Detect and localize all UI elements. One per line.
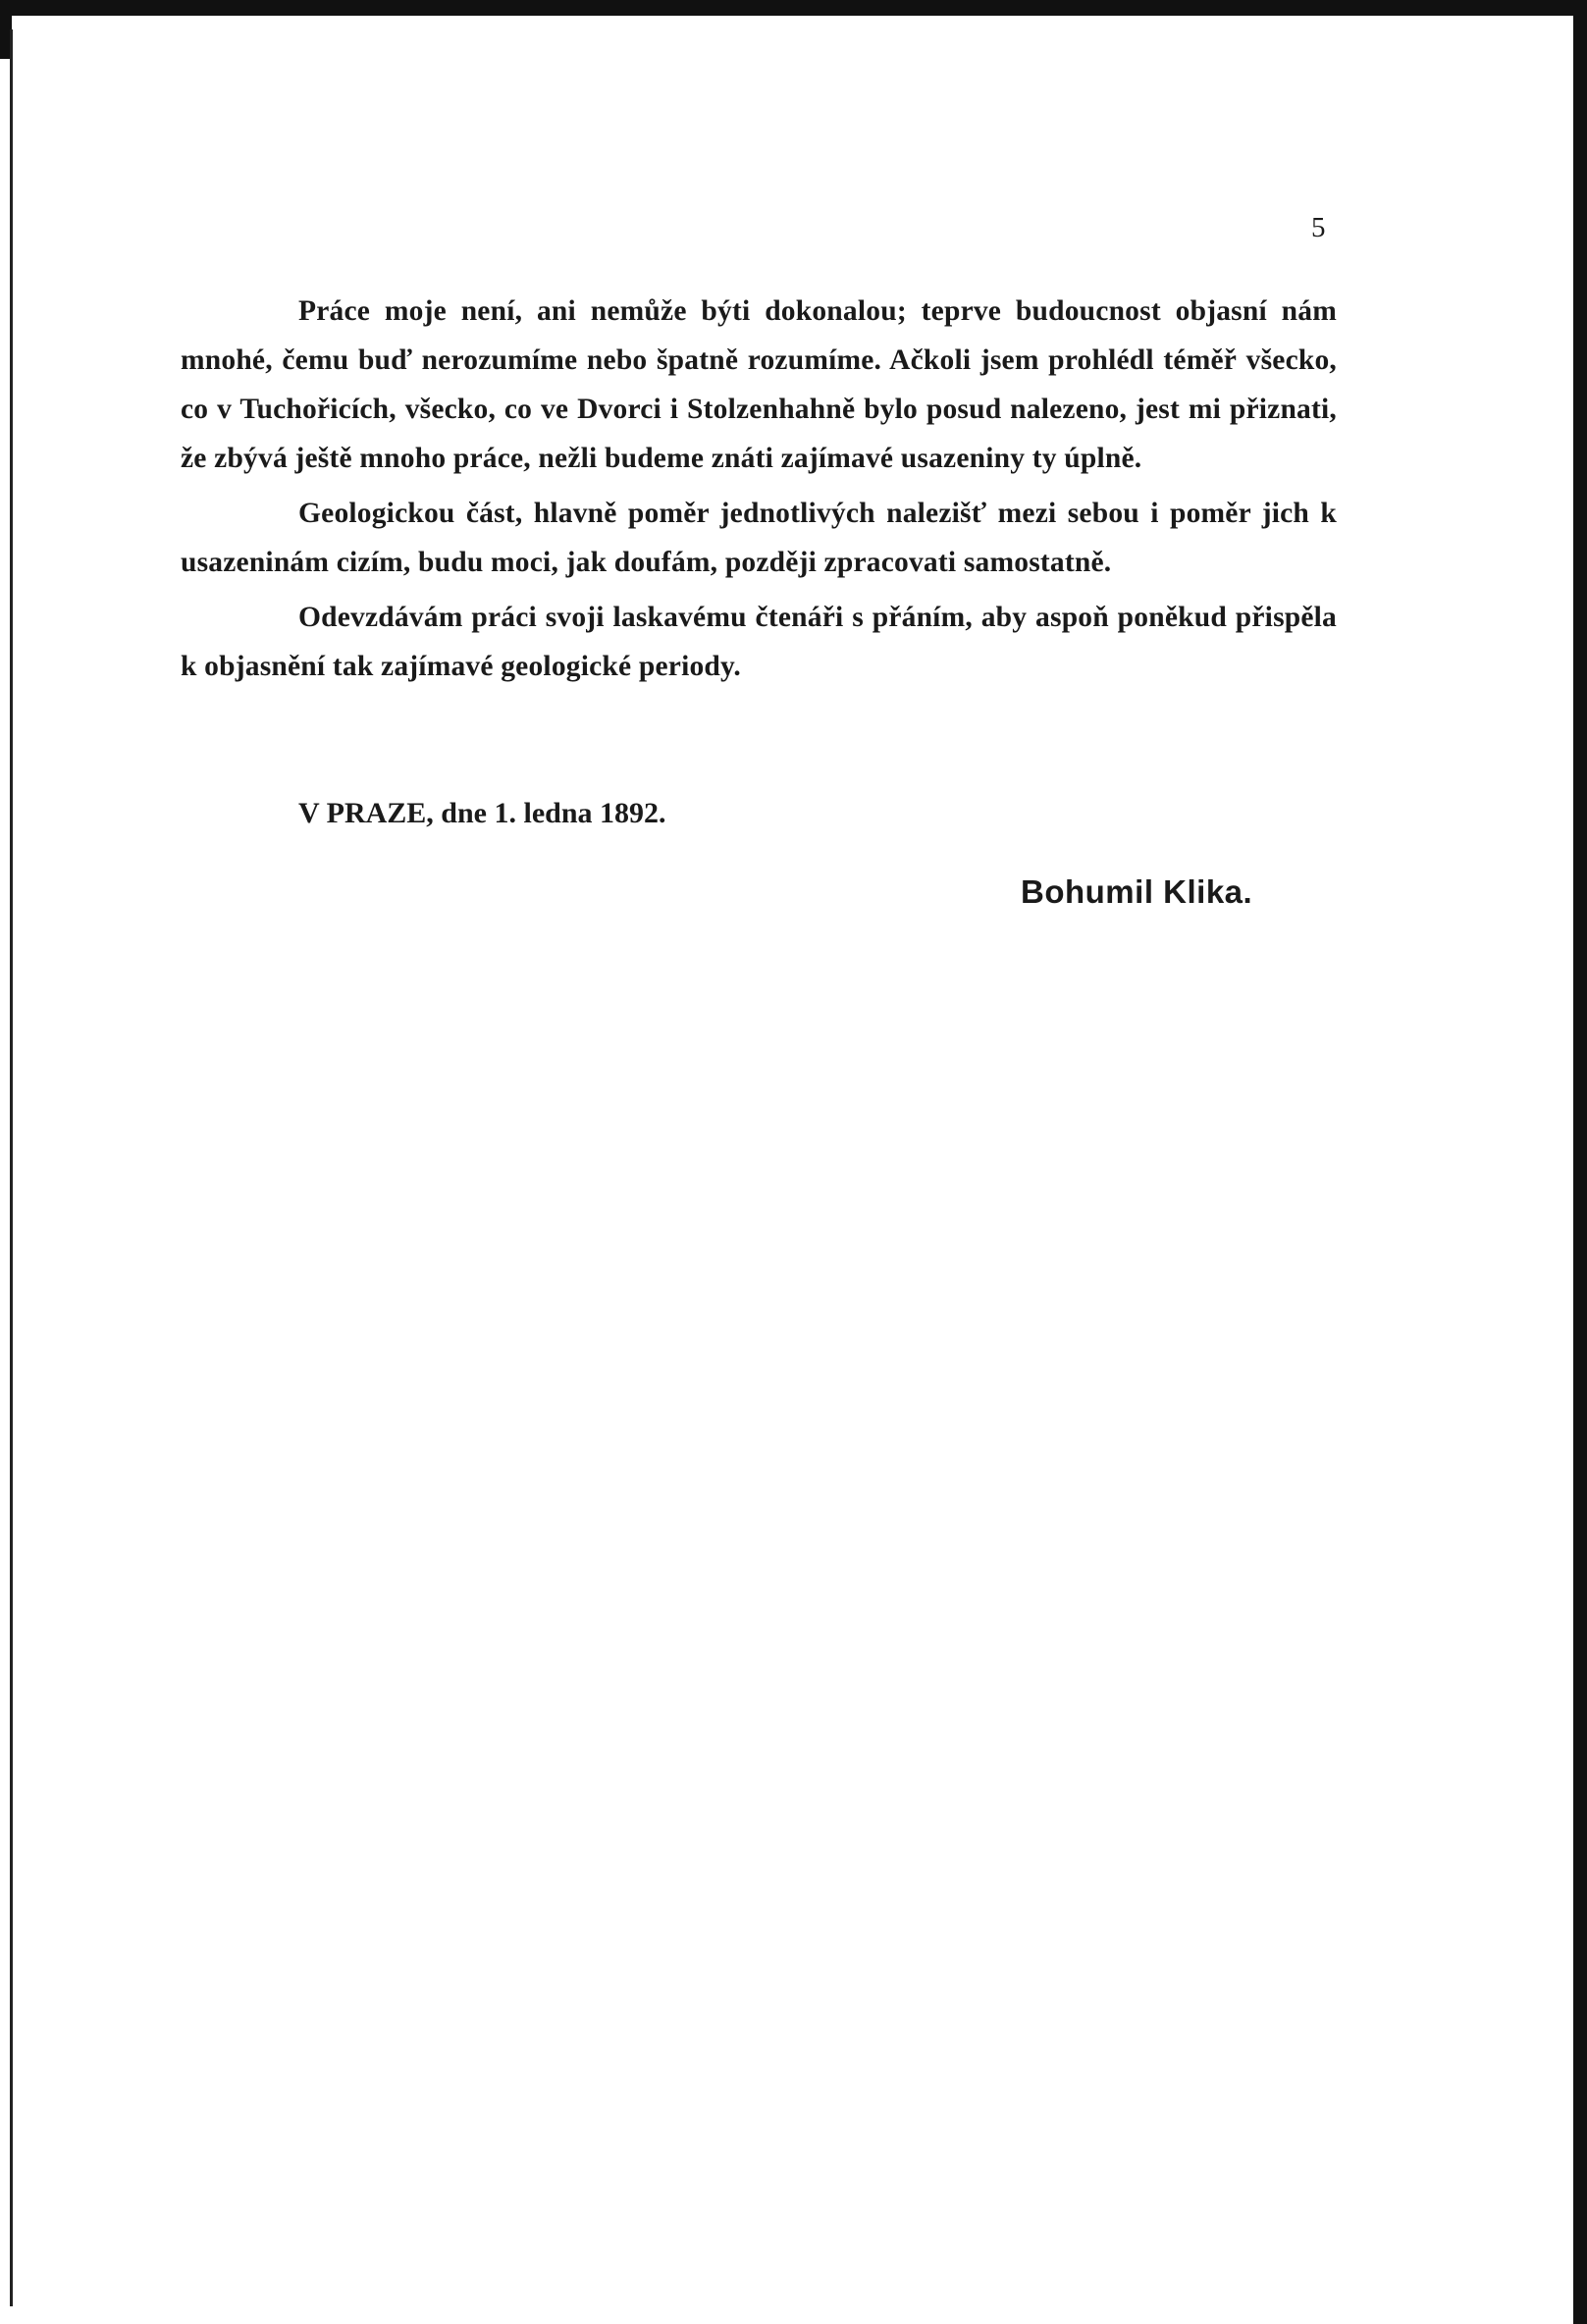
scan-border-top xyxy=(0,0,1587,16)
body-text xyxy=(181,287,1337,697)
dateline: V PRAZE, dne 1. ledna 1892. xyxy=(298,797,666,829)
signature: Bohumil Klika. xyxy=(1021,873,1253,910)
scan-border-right xyxy=(1573,0,1587,2324)
paragraph-3: Odevzdávám práci svoji laskavému čtenáři s přáním, aby aspoň poněkud přispěla k objasnění tak zajímavé geologické periody. xyxy=(181,602,1337,682)
page-number: 5 xyxy=(1311,212,1326,243)
paragraph-1: Práce moje není, ani nemůže býti dokonalou; teprve budoucnost objasní nám mnohé, čemu buď nerozumíme nebo špatně rozumíme. Ačkoli jsem prohlédl téměř všecko, co v Tuchořicích, všecko, co ve Dvorci i Stolzenhahně bylo posud nalezeno, jest mi přiznati, že zbývá ještě mnoho práce, nežli budeme znáti zajímavé usazeniny ty úplně. xyxy=(181,295,1337,474)
scan-border-left xyxy=(10,29,13,2306)
paragraph-2: Geologickou část, hlavně poměr jednotlivých nalezišť mezi sebou i poměr jich k usazeninám cizím, budu moci, jak doufám, později zpracovati samostatně. xyxy=(181,498,1337,578)
